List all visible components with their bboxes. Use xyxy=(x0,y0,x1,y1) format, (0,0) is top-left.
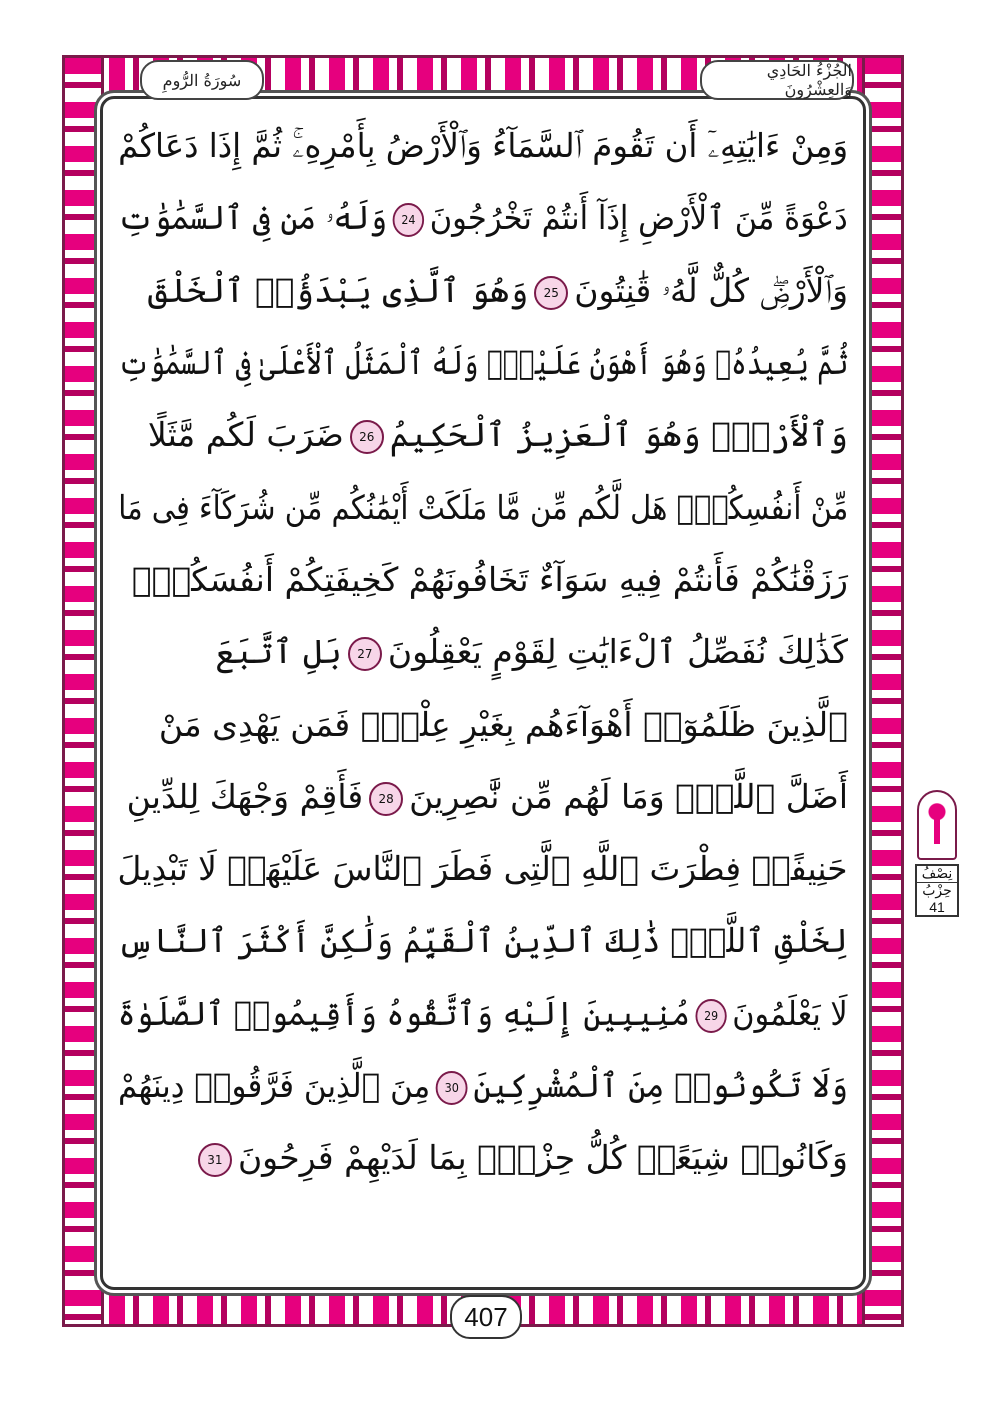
text-line xyxy=(118,255,848,327)
verse-text: كَذَٰلِكَ نُفَصِّلُ ٱلْءَايَٰتِ لِقَوْمٍ يَعْقِلُونَ xyxy=(387,632,848,672)
ayah-number-marker: 31 xyxy=(198,1143,232,1177)
line-content xyxy=(159,689,848,761)
hizb-marker xyxy=(915,790,959,917)
text-line xyxy=(118,1122,848,1194)
line-content xyxy=(192,1122,848,1194)
line-content xyxy=(127,761,848,833)
verse-text: مِّنْ أَنفُسِكُمْۖ هَل لَّكُم مِّن مَّا مَلَكَتْ أَيْمَٰنُكُم مِّن شُرَكَآءَ فِى مَا xyxy=(118,487,848,527)
text-line xyxy=(118,761,848,833)
verse-text: دَعْوَةً مِّنَ ٱلْأَرْضِ إِذَآ أَنتُمْ تَخْرُجُونَ xyxy=(429,198,848,238)
verse-text: لِخَلْقِ ٱللَّهِۚ ذَٰلِكَ ٱلدِّينُ ٱلْقَيِّمُ وَلَٰكِنَّ أَكْثَرَ ٱلنَّاسِ xyxy=(118,921,848,961)
verse-text: رَزَقْنَٰكُمْ فَأَنتُمْ فِيهِ سَوَآءٌ تَخَافُونَهُمْ كَخِيفَتِكُمْ أَنفُسَكُمْۚ xyxy=(131,559,848,599)
verse-text: وَلَا تَكُونُوا۟ مِنَ ٱلْمُشْرِكِينَ xyxy=(473,1066,848,1105)
line-content xyxy=(132,544,848,616)
line-content xyxy=(118,1050,848,1122)
page-number: 407 xyxy=(450,1295,522,1339)
line-content xyxy=(148,255,848,327)
text-line xyxy=(118,327,848,399)
verse-text: وَكَانُوا۟ شِيَعًاۖ كُلُّ حِزْبٍۭ بِمَا لَدَيْهِمْ فَرِحُونَ xyxy=(237,1138,848,1178)
hizb-half-label: نِصْفُ xyxy=(917,866,957,883)
line-content xyxy=(118,110,848,182)
verse-text: وَهُوَ ٱلَّذِى يَبْدَؤُا۟ ٱلْخَلْقَ xyxy=(147,270,529,310)
surah-label: سُورَةُ الرُّومِ xyxy=(140,60,264,100)
text-line xyxy=(118,544,848,616)
line-content xyxy=(215,616,848,688)
line-content xyxy=(118,182,848,254)
ayah-number-marker: 27 xyxy=(348,637,382,671)
verse-text: ضَرَبَ لَكُم مَّثَلًا xyxy=(147,415,344,455)
line-content xyxy=(118,327,848,399)
text-line xyxy=(118,978,848,1050)
text-line xyxy=(118,1050,848,1122)
line-content xyxy=(118,833,848,905)
juz-label: الجُزْءُ الحَادِي وَالعِشْرُونَ xyxy=(700,60,854,100)
verse-text: حَنِيفًاۚ فِطْرَتَ ٱللَّهِ ٱلَّتِى فَطَرَ ٱلنَّاسَ عَلَيْهَاۚ لَا تَبْدِيلَ xyxy=(118,849,848,889)
text-line xyxy=(118,905,848,977)
text-line xyxy=(118,616,848,688)
ayah-number-marker: 26 xyxy=(350,420,384,454)
hizb-number: 41 xyxy=(929,899,945,915)
verse-text: وَٱلْأَرْضِۖ كُلٌّ لَّهُۥ قَٰنِتُونَ xyxy=(574,270,848,310)
border-right xyxy=(862,55,904,1327)
text-line xyxy=(118,182,848,254)
border-left xyxy=(62,55,104,1327)
ayah-number-marker: 28 xyxy=(369,782,403,816)
text-line xyxy=(118,688,848,760)
text-line xyxy=(118,110,848,182)
verse-text: مُنِيبِينَ إِلَيْهِ وَٱتَّقُوهُ وَأَقِيمُوا۟ ٱلصَّلَوٰةَ xyxy=(118,993,691,1033)
text-line xyxy=(118,833,848,905)
ayah-number-marker: 24 xyxy=(393,203,424,237)
verse-text: فَأَقِمْ وَجْهَكَ لِلدِّينِ xyxy=(126,776,364,816)
verse-text: وَمِنْ ءَايَٰتِهِۦٓ أَن تَقُومَ ٱلسَّمَآءُ وَٱلْأَرْضُ بِأَمْرِهِۦۚ ثُمَّ إِذَا دَعَاكُمْ xyxy=(118,126,848,166)
quran-text xyxy=(118,110,848,1194)
verse-text: ٱلَّذِينَ ظَلَمُوٓا۟ أَهْوَآءَهُم بِغَيْرِ عِلْمٍۖ فَمَن يَهْدِى مَنْ xyxy=(158,704,848,744)
line-content xyxy=(118,978,848,1050)
ayah-number-marker: 29 xyxy=(696,999,727,1033)
verse-text: ثُمَّ يُعِيدُهُۥ وَهُوَ أَهْوَنُ عَلَيْهِۚ وَلَهُ ٱلْمَثَلُ ٱلْأَعْلَىٰ فِى ٱلسَّمَٰوَٰتِ xyxy=(118,343,848,383)
ayah-number-marker: 30 xyxy=(436,1071,468,1105)
verse-text: وَلَهُۥ مَن فِى ٱلسَّمَٰوَٰتِ xyxy=(118,198,388,238)
ayah-number-marker: 25 xyxy=(534,276,568,310)
text-line xyxy=(118,399,848,471)
verse-text: لَا يَعْلَمُونَ xyxy=(732,993,848,1033)
text-line xyxy=(118,471,848,543)
hizb-box xyxy=(915,864,959,917)
verse-text: وَٱلْأَرْضِۚ وَهُوَ ٱلْعَزِيزُ ٱلْحَكِيمُ xyxy=(389,415,848,455)
hizb-label: حِزْبُ xyxy=(922,883,952,899)
verse-text: بَلِ ٱتَّبَعَ xyxy=(215,632,342,672)
hizb-ornament-icon xyxy=(917,790,957,860)
verse-text: مِنَ ٱلَّذِينَ فَرَّقُوا۟ دِينَهُمْ xyxy=(118,1066,431,1105)
line-content xyxy=(118,905,848,977)
line-content xyxy=(118,472,848,544)
line-content xyxy=(148,399,848,471)
verse-text: أَضَلَّ ٱللَّهُۖ وَمَا لَهُم مِّن نَّٰصِرِينَ xyxy=(409,776,848,816)
